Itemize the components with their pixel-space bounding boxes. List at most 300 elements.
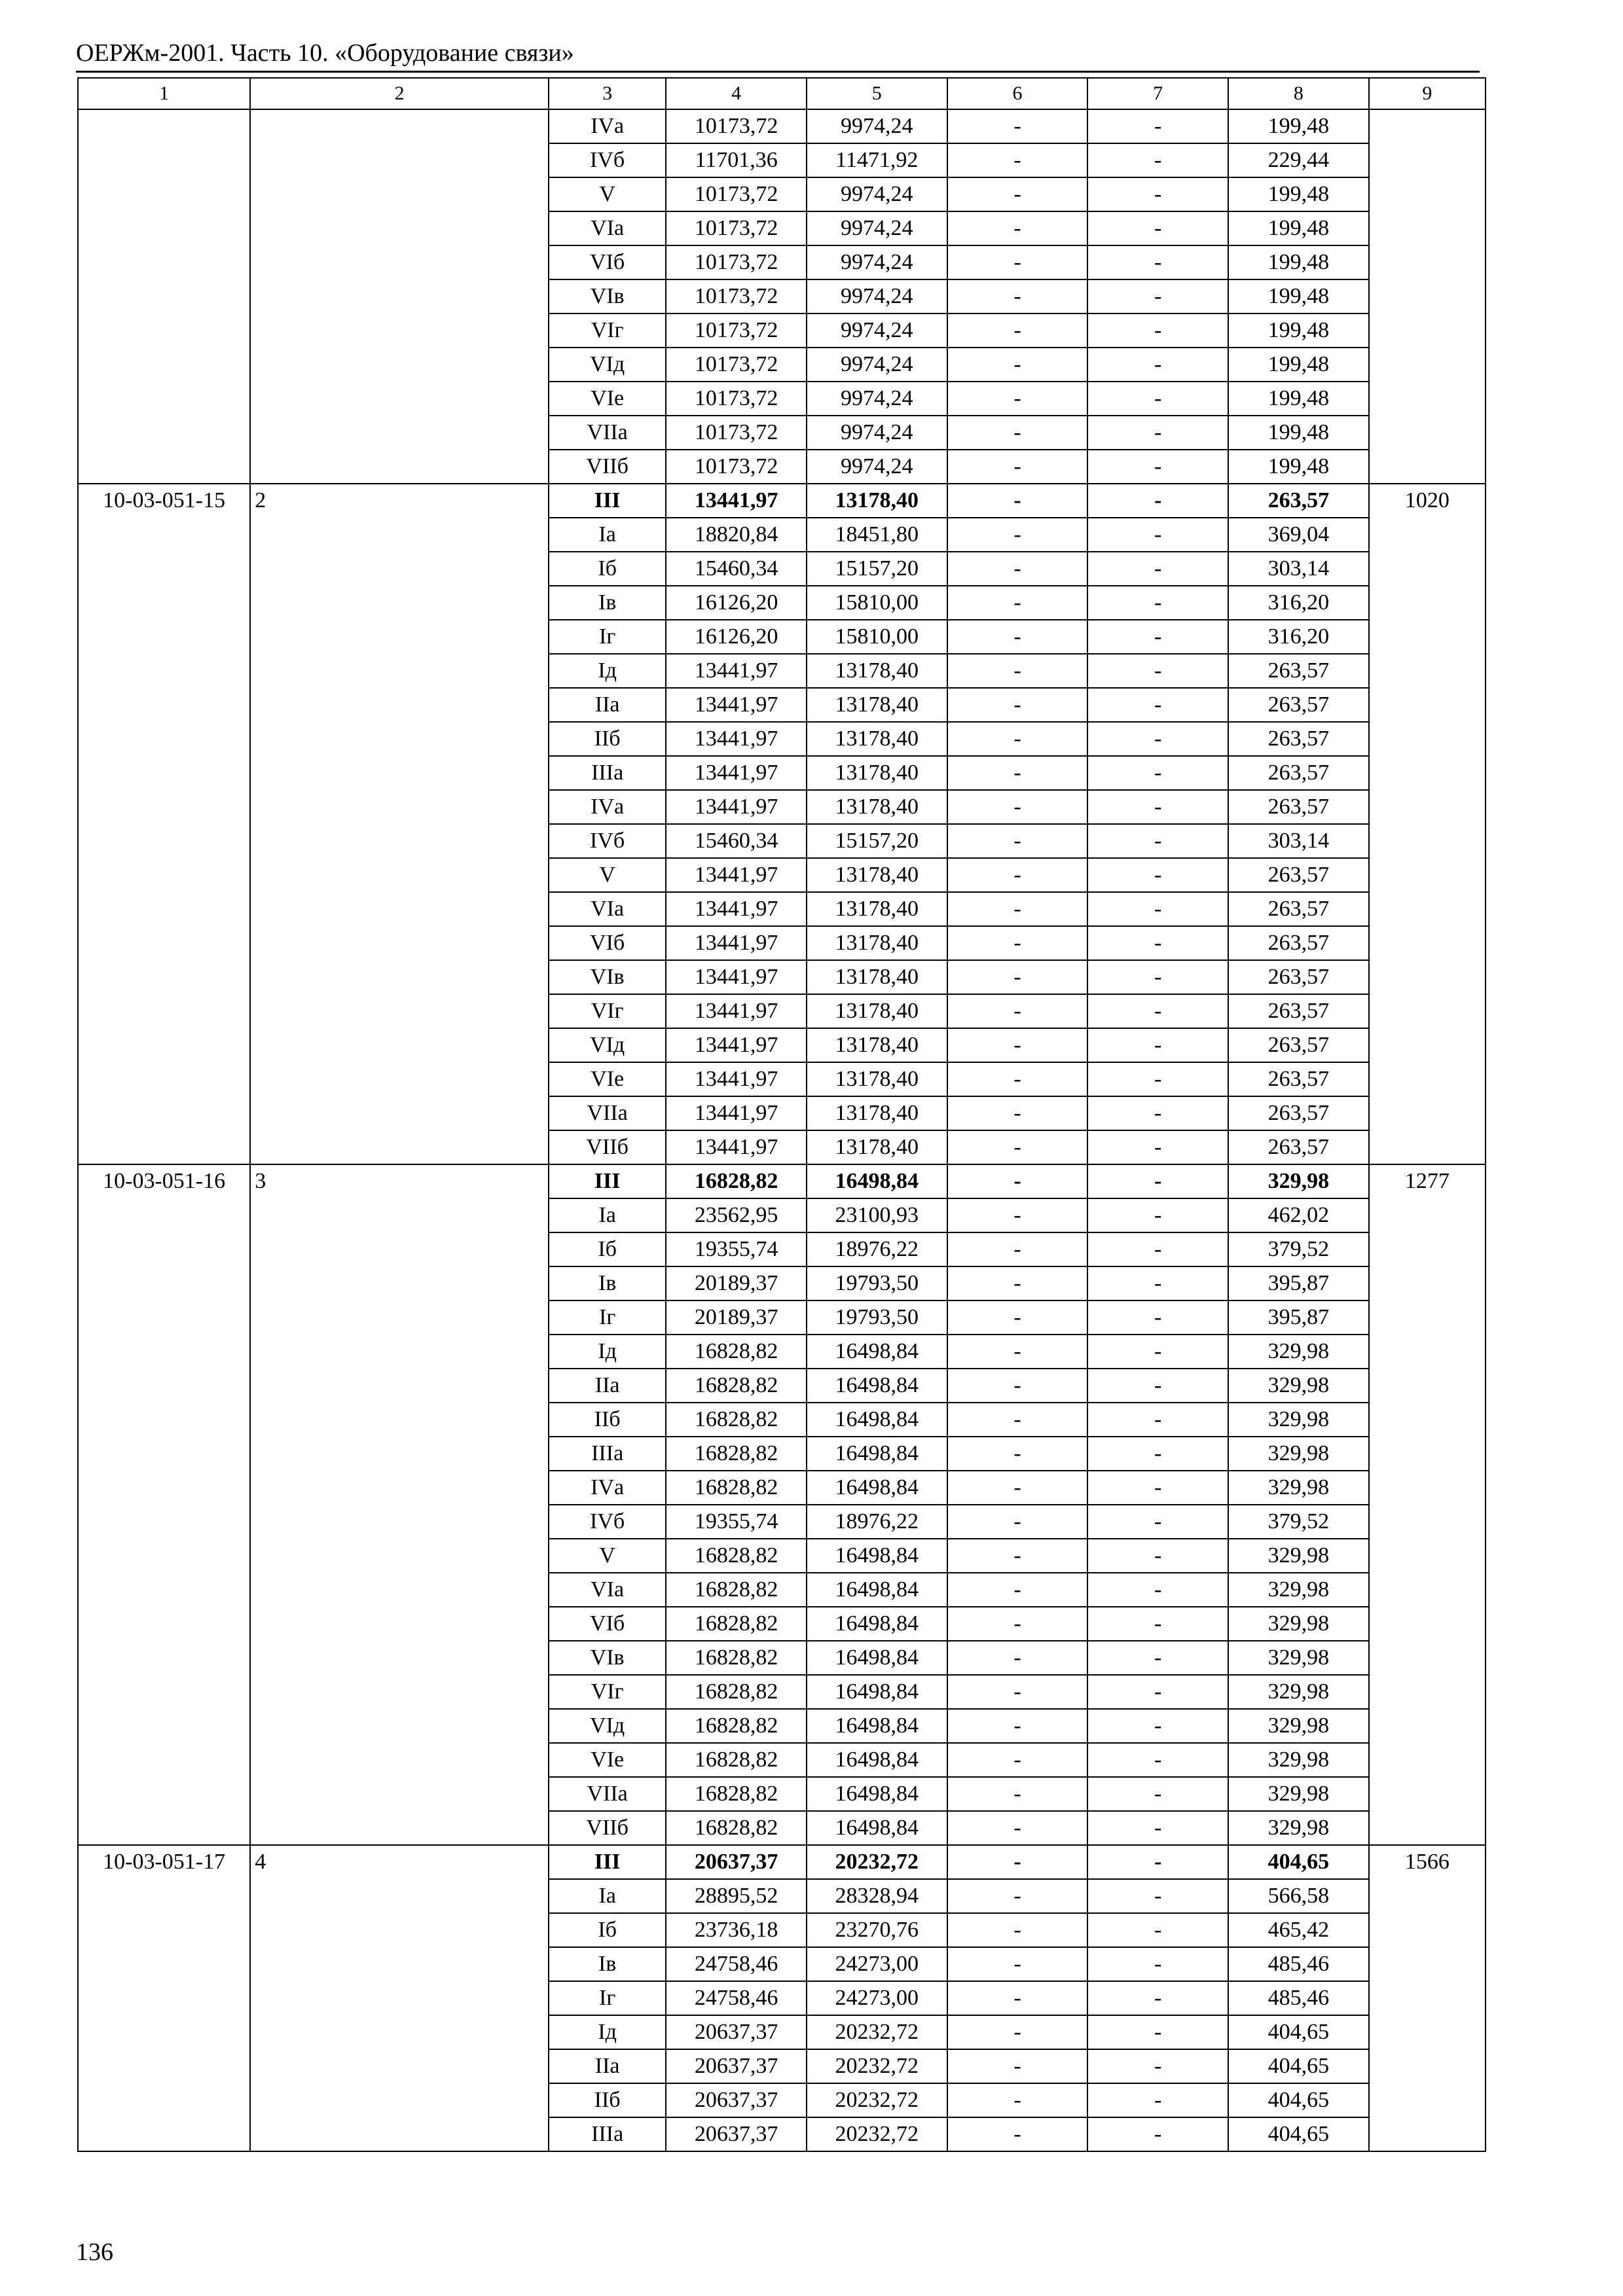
- value-cell: 13441,97: [666, 926, 807, 960]
- value-cell: 23270,76: [807, 1913, 947, 1947]
- value-cell: 9974,24: [807, 177, 947, 211]
- zone-cell: IIб: [549, 722, 666, 756]
- value-cell: -: [1087, 177, 1228, 211]
- value-cell: 263,57: [1228, 926, 1369, 960]
- value-cell: 24273,00: [807, 1947, 947, 1981]
- value-cell: 13441,97: [666, 1028, 807, 1062]
- resource-code-cell: [78, 109, 250, 484]
- value-cell: -: [947, 688, 1088, 722]
- value-cell: 379,52: [1228, 1505, 1369, 1539]
- value-cell: -: [1087, 586, 1228, 620]
- value-cell: 16828,82: [666, 1641, 807, 1675]
- value-cell: -: [947, 314, 1088, 348]
- value-cell: -: [1087, 1947, 1228, 1981]
- value-cell: -: [947, 1607, 1088, 1641]
- value-cell: -: [947, 143, 1088, 177]
- zone-cell: Iа: [549, 1879, 666, 1913]
- value-cell: 28895,52: [666, 1879, 807, 1913]
- value-cell: -: [1087, 2083, 1228, 2117]
- value-cell: -: [947, 1062, 1088, 1096]
- value-cell: 16828,82: [666, 1743, 807, 1777]
- zone-cell: VIг: [549, 1675, 666, 1709]
- value-cell: 20637,37: [666, 2083, 807, 2117]
- zone-cell: IIа: [549, 1369, 666, 1403]
- zone-cell: VIг: [549, 314, 666, 348]
- value-cell: 9974,24: [807, 416, 947, 450]
- value-cell: -: [1087, 1096, 1228, 1130]
- value-cell: -: [1087, 1335, 1228, 1369]
- value-cell: 16498,84: [807, 1573, 947, 1607]
- value-cell: -: [1087, 1028, 1228, 1062]
- value-cell: 263,57: [1228, 994, 1369, 1028]
- value-cell: -: [1087, 654, 1228, 688]
- value-cell: 13178,40: [807, 960, 947, 994]
- zone-cell: VIд: [549, 348, 666, 382]
- value-cell: 15460,34: [666, 552, 807, 586]
- zone-cell: IIб: [549, 1403, 666, 1437]
- column-9-cell: [1369, 109, 1486, 484]
- value-cell: 24758,46: [666, 1981, 807, 2015]
- value-cell: 13178,40: [807, 892, 947, 926]
- price-table: [77, 77, 1486, 2152]
- value-cell: -: [947, 1641, 1088, 1675]
- value-cell: 10173,72: [666, 109, 807, 143]
- value-cell: -: [947, 654, 1088, 688]
- value-cell: 16498,84: [807, 1437, 947, 1471]
- value-cell: 15810,00: [807, 620, 947, 654]
- value-cell: 465,42: [1228, 1913, 1369, 1947]
- value-cell: 16828,82: [666, 1607, 807, 1641]
- value-cell: -: [1087, 1607, 1228, 1641]
- zone-cell: Iд: [549, 654, 666, 688]
- zone-cell: VIе: [549, 1062, 666, 1096]
- value-cell: 16498,84: [807, 1607, 947, 1641]
- value-cell: 229,44: [1228, 143, 1369, 177]
- value-cell: 16828,82: [666, 1437, 807, 1471]
- value-cell: 13441,97: [666, 484, 807, 518]
- zone-cell: IVа: [549, 1471, 666, 1505]
- value-cell: -: [947, 518, 1088, 552]
- value-cell: 16498,84: [807, 1709, 947, 1743]
- value-cell: 263,57: [1228, 756, 1369, 790]
- zone-cell: VIб: [549, 1607, 666, 1641]
- value-cell: 16498,84: [807, 1777, 947, 1811]
- value-cell: 329,98: [1228, 1335, 1369, 1369]
- value-cell: 404,65: [1228, 2015, 1369, 2049]
- zone-cell: IVб: [549, 1505, 666, 1539]
- value-cell: 485,46: [1228, 1947, 1369, 1981]
- value-cell: 16126,20: [666, 586, 807, 620]
- value-cell: 13178,40: [807, 1028, 947, 1062]
- value-cell: 329,98: [1228, 1743, 1369, 1777]
- value-cell: 263,57: [1228, 1130, 1369, 1164]
- value-cell: 15157,20: [807, 552, 947, 586]
- item-number-cell: 3: [250, 1164, 549, 1845]
- value-cell: -: [1087, 756, 1228, 790]
- value-cell: -: [947, 1811, 1088, 1845]
- zone-cell: V: [549, 177, 666, 211]
- value-cell: 10173,72: [666, 245, 807, 279]
- item-number-cell: [250, 109, 549, 484]
- value-cell: -: [947, 177, 1088, 211]
- value-cell: 263,57: [1228, 892, 1369, 926]
- value-cell: -: [1087, 211, 1228, 245]
- zone-cell: Iг: [549, 620, 666, 654]
- value-cell: -: [947, 1879, 1088, 1913]
- value-cell: -: [947, 552, 1088, 586]
- value-cell: 16498,84: [807, 1743, 947, 1777]
- column-header: 9: [1369, 78, 1486, 109]
- value-cell: 404,65: [1228, 1845, 1369, 1879]
- value-cell: -: [1087, 518, 1228, 552]
- value-cell: -: [1087, 722, 1228, 756]
- value-cell: -: [947, 484, 1088, 518]
- value-cell: -: [947, 1335, 1088, 1369]
- zone-cell: Iа: [549, 518, 666, 552]
- value-cell: 11471,92: [807, 143, 947, 177]
- value-cell: -: [947, 1505, 1088, 1539]
- value-cell: 566,58: [1228, 1879, 1369, 1913]
- value-cell: 20232,72: [807, 2083, 947, 2117]
- value-cell: 462,02: [1228, 1198, 1369, 1232]
- value-cell: -: [1087, 994, 1228, 1028]
- value-cell: -: [947, 1232, 1088, 1266]
- value-cell: -: [1087, 1130, 1228, 1164]
- zone-cell: IIа: [549, 2049, 666, 2083]
- value-cell: -: [947, 1947, 1088, 1981]
- value-cell: 15460,34: [666, 824, 807, 858]
- column-header: 3: [549, 78, 666, 109]
- value-cell: 20189,37: [666, 1266, 807, 1300]
- value-cell: 13178,40: [807, 484, 947, 518]
- value-cell: -: [1087, 1709, 1228, 1743]
- value-cell: -: [947, 1437, 1088, 1471]
- value-cell: 13441,97: [666, 654, 807, 688]
- value-cell: 263,57: [1228, 790, 1369, 824]
- value-cell: -: [1087, 1266, 1228, 1300]
- value-cell: 404,65: [1228, 2117, 1369, 2151]
- value-cell: 24273,00: [807, 1981, 947, 2015]
- value-cell: 316,20: [1228, 620, 1369, 654]
- value-cell: 13178,40: [807, 994, 947, 1028]
- value-cell: -: [1087, 1164, 1228, 1198]
- value-cell: -: [947, 790, 1088, 824]
- zone-cell: III: [549, 1845, 666, 1879]
- value-cell: -: [947, 858, 1088, 892]
- value-cell: 329,98: [1228, 1437, 1369, 1471]
- value-cell: 329,98: [1228, 1573, 1369, 1607]
- value-cell: 20637,37: [666, 2049, 807, 2083]
- value-cell: 13178,40: [807, 756, 947, 790]
- value-cell: 18976,22: [807, 1505, 947, 1539]
- value-cell: -: [1087, 348, 1228, 382]
- column-header: 8: [1228, 78, 1369, 109]
- resource-code-cell: 10-03-051-16: [78, 1164, 250, 1845]
- value-cell: 20232,72: [807, 1845, 947, 1879]
- value-cell: -: [947, 348, 1088, 382]
- value-cell: 404,65: [1228, 2083, 1369, 2117]
- value-cell: 16498,84: [807, 1164, 947, 1198]
- value-cell: -: [1087, 1369, 1228, 1403]
- value-cell: 16828,82: [666, 1539, 807, 1573]
- zone-cell: Iг: [549, 1300, 666, 1335]
- value-cell: -: [947, 1164, 1088, 1198]
- value-cell: -: [947, 2015, 1088, 2049]
- value-cell: 16828,82: [666, 1369, 807, 1403]
- value-cell: 16498,84: [807, 1335, 947, 1369]
- zone-cell: V: [549, 858, 666, 892]
- value-cell: -: [1087, 450, 1228, 484]
- zone-cell: III: [549, 1164, 666, 1198]
- value-cell: 13441,97: [666, 1130, 807, 1164]
- value-cell: -: [1087, 960, 1228, 994]
- page-number: 136: [76, 2238, 113, 2266]
- value-cell: 13178,40: [807, 722, 947, 756]
- value-cell: -: [1087, 892, 1228, 926]
- value-cell: 199,48: [1228, 279, 1369, 314]
- column-header: 1: [78, 78, 250, 109]
- zone-cell: VIа: [549, 892, 666, 926]
- value-cell: 329,98: [1228, 1709, 1369, 1743]
- zone-cell: VIIб: [549, 1130, 666, 1164]
- zone-cell: Iв: [549, 1266, 666, 1300]
- value-cell: 15810,00: [807, 586, 947, 620]
- value-cell: 263,57: [1228, 1028, 1369, 1062]
- value-cell: -: [947, 1130, 1088, 1164]
- value-cell: 199,48: [1228, 450, 1369, 484]
- value-cell: -: [1087, 1232, 1228, 1266]
- value-cell: 16828,82: [666, 1164, 807, 1198]
- value-cell: 16828,82: [666, 1777, 807, 1811]
- value-cell: -: [947, 1981, 1088, 2015]
- zone-cell: VIа: [549, 211, 666, 245]
- value-cell: 485,46: [1228, 1981, 1369, 2015]
- value-cell: 19355,74: [666, 1232, 807, 1266]
- value-cell: 13441,97: [666, 892, 807, 926]
- value-cell: 9974,24: [807, 382, 947, 416]
- value-cell: 395,87: [1228, 1300, 1369, 1335]
- value-cell: 16498,84: [807, 1471, 947, 1505]
- value-cell: -: [1087, 2049, 1228, 2083]
- zone-cell: Iг: [549, 1981, 666, 2015]
- value-cell: -: [947, 1675, 1088, 1709]
- value-cell: 329,98: [1228, 1607, 1369, 1641]
- value-cell: 13441,97: [666, 1096, 807, 1130]
- zone-cell: Iа: [549, 1198, 666, 1232]
- value-cell: 329,98: [1228, 1675, 1369, 1709]
- value-cell: 10173,72: [666, 348, 807, 382]
- value-cell: -: [1087, 1913, 1228, 1947]
- zone-cell: IVа: [549, 790, 666, 824]
- value-cell: 13441,97: [666, 688, 807, 722]
- value-cell: 9974,24: [807, 245, 947, 279]
- value-cell: 329,98: [1228, 1164, 1369, 1198]
- page-header: [76, 38, 1480, 73]
- table-row: [78, 484, 1486, 518]
- value-cell: 369,04: [1228, 518, 1369, 552]
- value-cell: -: [1087, 1539, 1228, 1573]
- zone-cell: IIIа: [549, 756, 666, 790]
- column-header: 2: [250, 78, 549, 109]
- value-cell: 303,14: [1228, 552, 1369, 586]
- value-cell: -: [1087, 1879, 1228, 1913]
- zone-cell: VIе: [549, 1743, 666, 1777]
- value-cell: 23736,18: [666, 1913, 807, 1947]
- value-cell: -: [947, 1403, 1088, 1437]
- zone-cell: VIв: [549, 1641, 666, 1675]
- value-cell: 263,57: [1228, 960, 1369, 994]
- item-number-cell: 2: [250, 484, 549, 1164]
- value-cell: 16828,82: [666, 1471, 807, 1505]
- value-cell: -: [947, 1573, 1088, 1607]
- value-cell: -: [947, 1369, 1088, 1403]
- zone-cell: V: [549, 1539, 666, 1573]
- value-cell: -: [947, 279, 1088, 314]
- column-9-cell: 1277: [1369, 1164, 1486, 1845]
- value-cell: -: [1087, 2117, 1228, 2151]
- value-cell: 13441,97: [666, 994, 807, 1028]
- value-cell: -: [1087, 1981, 1228, 2015]
- value-cell: 16498,84: [807, 1369, 947, 1403]
- column-header: 6: [947, 78, 1088, 109]
- value-cell: 13178,40: [807, 858, 947, 892]
- value-cell: -: [947, 1471, 1088, 1505]
- zone-cell: IIIа: [549, 2117, 666, 2151]
- value-cell: 9974,24: [807, 279, 947, 314]
- zone-cell: VIIа: [549, 1777, 666, 1811]
- value-cell: -: [947, 1539, 1088, 1573]
- value-cell: -: [947, 722, 1088, 756]
- value-cell: -: [1087, 688, 1228, 722]
- value-cell: 11701,36: [666, 143, 807, 177]
- value-cell: -: [947, 586, 1088, 620]
- value-cell: 199,48: [1228, 109, 1369, 143]
- value-cell: 18820,84: [666, 518, 807, 552]
- value-cell: 303,14: [1228, 824, 1369, 858]
- value-cell: -: [947, 2117, 1088, 2151]
- value-cell: -: [1087, 416, 1228, 450]
- zone-cell: IIб: [549, 2083, 666, 2117]
- value-cell: -: [1087, 1198, 1228, 1232]
- value-cell: -: [947, 211, 1088, 245]
- value-cell: 10173,72: [666, 177, 807, 211]
- zone-cell: Iб: [549, 1232, 666, 1266]
- column-9-cell: 1020: [1369, 484, 1486, 1164]
- value-cell: -: [1087, 1641, 1228, 1675]
- zone-cell: VIIб: [549, 1811, 666, 1845]
- value-cell: -: [947, 824, 1088, 858]
- value-cell: -: [1087, 1845, 1228, 1879]
- value-cell: 20637,37: [666, 1845, 807, 1879]
- value-cell: -: [1087, 1437, 1228, 1471]
- value-cell: -: [947, 926, 1088, 960]
- zone-cell: IIIа: [549, 1437, 666, 1471]
- value-cell: -: [947, 416, 1088, 450]
- value-cell: 263,57: [1228, 654, 1369, 688]
- value-cell: -: [947, 1266, 1088, 1300]
- value-cell: 13441,97: [666, 858, 807, 892]
- value-cell: -: [947, 382, 1088, 416]
- value-cell: 13178,40: [807, 1096, 947, 1130]
- table-row: [78, 109, 1486, 143]
- value-cell: -: [1087, 382, 1228, 416]
- value-cell: 13441,97: [666, 1062, 807, 1096]
- value-cell: 16126,20: [666, 620, 807, 654]
- value-cell: 329,98: [1228, 1539, 1369, 1573]
- value-cell: 13178,40: [807, 1130, 947, 1164]
- value-cell: 379,52: [1228, 1232, 1369, 1266]
- zone-cell: VIб: [549, 926, 666, 960]
- value-cell: -: [947, 994, 1088, 1028]
- value-cell: -: [1087, 1573, 1228, 1607]
- value-cell: -: [1087, 824, 1228, 858]
- value-cell: 9974,24: [807, 314, 947, 348]
- value-cell: 13178,40: [807, 790, 947, 824]
- value-cell: 13441,97: [666, 756, 807, 790]
- value-cell: 329,98: [1228, 1471, 1369, 1505]
- value-cell: 329,98: [1228, 1641, 1369, 1675]
- zone-cell: VIв: [549, 279, 666, 314]
- value-cell: 199,48: [1228, 348, 1369, 382]
- value-cell: -: [947, 1096, 1088, 1130]
- value-cell: 329,98: [1228, 1369, 1369, 1403]
- value-cell: 199,48: [1228, 314, 1369, 348]
- value-cell: 16498,84: [807, 1641, 947, 1675]
- value-cell: -: [947, 620, 1088, 654]
- document-title: ОЕРЖм-2001. Часть 10. «Оборудование связи»: [76, 39, 574, 67]
- value-cell: 24758,46: [666, 1947, 807, 1981]
- value-cell: 16498,84: [807, 1403, 947, 1437]
- value-cell: -: [1087, 245, 1228, 279]
- value-cell: 13178,40: [807, 926, 947, 960]
- zone-cell: VIв: [549, 960, 666, 994]
- value-cell: -: [1087, 2015, 1228, 2049]
- value-cell: -: [1087, 1471, 1228, 1505]
- zone-cell: IVа: [549, 109, 666, 143]
- zone-cell: VIа: [549, 1573, 666, 1607]
- zone-cell: III: [549, 484, 666, 518]
- value-cell: 18451,80: [807, 518, 947, 552]
- zone-cell: VIIа: [549, 1096, 666, 1130]
- value-cell: 263,57: [1228, 858, 1369, 892]
- value-cell: -: [947, 1300, 1088, 1335]
- zone-cell: Iб: [549, 1913, 666, 1947]
- value-cell: -: [947, 1709, 1088, 1743]
- value-cell: -: [947, 892, 1088, 926]
- value-cell: 23100,93: [807, 1198, 947, 1232]
- value-cell: 10173,72: [666, 382, 807, 416]
- value-cell: 13178,40: [807, 688, 947, 722]
- resource-code-cell: 10-03-051-15: [78, 484, 250, 1164]
- value-cell: -: [947, 960, 1088, 994]
- value-cell: 16828,82: [666, 1573, 807, 1607]
- value-cell: 9974,24: [807, 109, 947, 143]
- value-cell: 16828,82: [666, 1811, 807, 1845]
- zone-cell: IVб: [549, 824, 666, 858]
- column-header: 4: [666, 78, 807, 109]
- value-cell: -: [1087, 143, 1228, 177]
- value-cell: -: [1087, 926, 1228, 960]
- table-row: [78, 1164, 1486, 1198]
- value-cell: -: [1087, 314, 1228, 348]
- value-cell: 9974,24: [807, 450, 947, 484]
- value-cell: 199,48: [1228, 245, 1369, 279]
- zone-cell: VIб: [549, 245, 666, 279]
- value-cell: 19355,74: [666, 1505, 807, 1539]
- value-cell: -: [1087, 790, 1228, 824]
- value-cell: 10173,72: [666, 314, 807, 348]
- value-cell: -: [1087, 1675, 1228, 1709]
